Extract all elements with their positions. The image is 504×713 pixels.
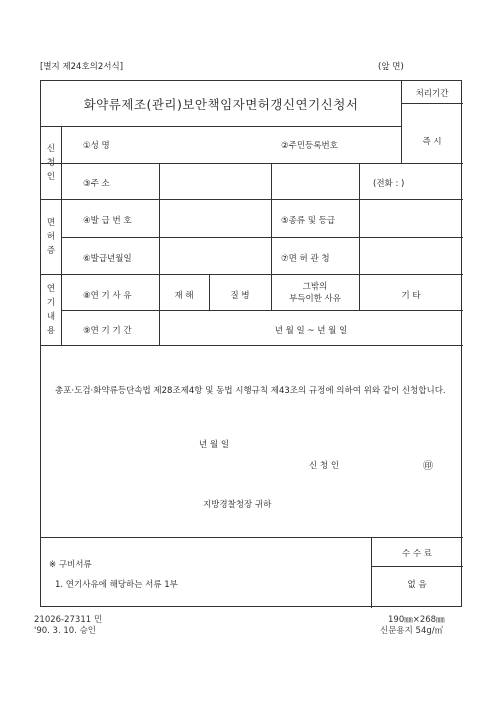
license-number-label: ④발 급 번 호 [83,216,132,226]
postpone-period-value: 년 월 일 ~ 년 월 일 [274,326,348,336]
rule [41,345,463,346]
issue-date-label: ⑥발급년월일 [83,254,132,264]
name-label: ①성 명 [83,141,110,151]
page-side: (앞 면) [378,62,404,72]
rule [401,103,463,104]
footer-code: 21026-27311 민 [34,615,103,625]
rule [41,126,401,127]
rule [359,163,360,199]
fee-label: 수 수 료 [401,549,433,559]
application-form [40,80,462,607]
address-label: ③주 소 [83,179,110,189]
rule [41,199,463,200]
rule [61,310,463,311]
rule [271,163,272,199]
applicant-signature-label: 신 청 인 [309,461,340,471]
postpone-reason-label: ⑧연 기 사 유 [83,291,132,301]
license-type-label: ⑤종류 및 등급 [281,216,336,226]
license-section-label: 면 허 증 [46,217,56,256]
reason-illness: 질 병 [230,291,250,301]
form-title: 화약류제조(관리)보안책임자면허갱신연기신청서 [83,97,359,112]
applicant-section-label: 신 청 인 [46,143,56,182]
issuing-office-label: ⑦면 허 관 청 [281,254,330,264]
phone-label: (전화 : ) [373,179,405,189]
rule [61,237,463,238]
form-code: [별지 제24호의2서식] [40,62,124,72]
seal-mark: ㊞ [423,461,433,472]
processing-label: 처리기간 [415,89,449,99]
rule [371,566,463,567]
rule [271,199,272,274]
required-docs-item: 1. 연기사유에 해당하는 서류 1부 [55,580,178,590]
recipient: 지방경찰청장 귀하 [203,500,272,510]
rule [41,537,463,538]
reason-disaster: 재 해 [174,291,194,301]
rule [359,199,360,274]
rule [41,163,463,164]
footer-approved: '90. 3. 10. 승인 [34,626,97,636]
rule [61,126,62,345]
footer-paper: 신문용지 54g/㎡ [380,626,444,636]
fee-value: 없 음 [407,580,427,590]
date-line: 년 월 일 [199,440,230,450]
reason-other: 기 타 [401,291,421,301]
postpone-period-label: ⑨연 기 기 간 [83,326,132,336]
required-docs-title: ※ 구비서류 [49,560,92,570]
application-statement: 총포·도검·화약류등단속법 제28조제4항 및 동법 시행규칙 제43조의 규정에 의하여 위와 같이 신청합니다. [55,386,446,396]
reason-unavoidable: 그밖의 부득이한 사유 [289,282,341,304]
footer-size: 190㎜×268㎜ [388,615,445,625]
processing-value: 즉 시 [422,137,442,147]
rule [41,274,463,275]
postpone-section-label: 연 기 내 용 [46,283,56,336]
resident-number-label: ②주민등록번호 [281,141,338,151]
